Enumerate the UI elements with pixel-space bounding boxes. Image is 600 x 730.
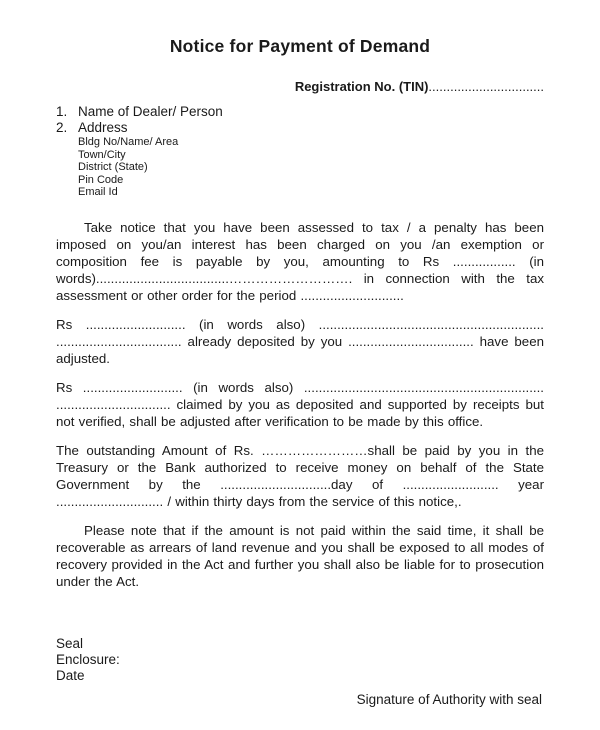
list-label-dealer-name: Name of Dealer/ Person	[78, 104, 223, 119]
date-label: Date	[56, 667, 85, 683]
enclosure-label: Enclosure:	[56, 651, 120, 667]
list-number-1: 1.	[56, 104, 68, 119]
list-item-address	[56, 120, 544, 136]
paragraph-deposit-adjusted: Rs ........................... (in words also) ............................................................. .................................. already deposited by you .................................. have been adjusted.	[56, 316, 544, 366]
registration-line	[56, 79, 544, 94]
page-title: Notice for Payment of Demand	[169, 36, 431, 56]
signature-of-authority: Signature of Authority with seal	[356, 691, 542, 707]
paragraph-deposit-claimed: Rs ........................... (in words also) ................................................................. ............................... claimed by you as deposited and supported by receipts but not verified, shall be adjusted after verification to be made by this office.	[56, 379, 544, 429]
list-label-address: Address	[78, 120, 128, 135]
address-field-email: Email Id	[78, 186, 118, 198]
notice-body	[56, 219, 544, 590]
paragraph-assessment-notice: Take notice that you have been assessed to tax / a penalty has been imposed on you/an interest has been charged on you /an exemption or composition fee is payable by you, amounting to Rs ................. (in words)....................................………………………. in connection with the tax assessment or other order for the period ............................	[56, 219, 544, 303]
registration-dotted-line: ................................	[428, 79, 544, 94]
paragraph-outstanding-amount: The outstanding Amount of Rs. ……………………shall be paid by you in the Treasury or the Bank authorized to receive money on behalf of the State Government by the ..............................day of .......................... year ............................. / within thirty days from the service of this notice,.	[56, 442, 544, 509]
seal-label: Seal	[56, 635, 84, 651]
address-field-pincode: Pin Code	[78, 173, 124, 186]
footer-block	[56, 636, 544, 684]
list-number-2: 2.	[56, 120, 68, 135]
address-field-bldg: Bldg No/Name/ Area	[78, 136, 179, 148]
list-item-dealer-name	[56, 104, 544, 120]
address-fields	[78, 136, 544, 199]
registration-label: Registration No. (TIN)	[294, 79, 429, 94]
address-field-district: District (State)	[78, 161, 148, 173]
paragraph-recovery-warning: Please note that if the amount is not paid within the said time, it shall be recoverable as arrears of land revenue and you shall be exposed to all modes of recovery provided in the Act and further you shall also be liable for to prosecution under the Act.	[56, 522, 544, 589]
address-field-town: Town/City	[78, 148, 126, 161]
